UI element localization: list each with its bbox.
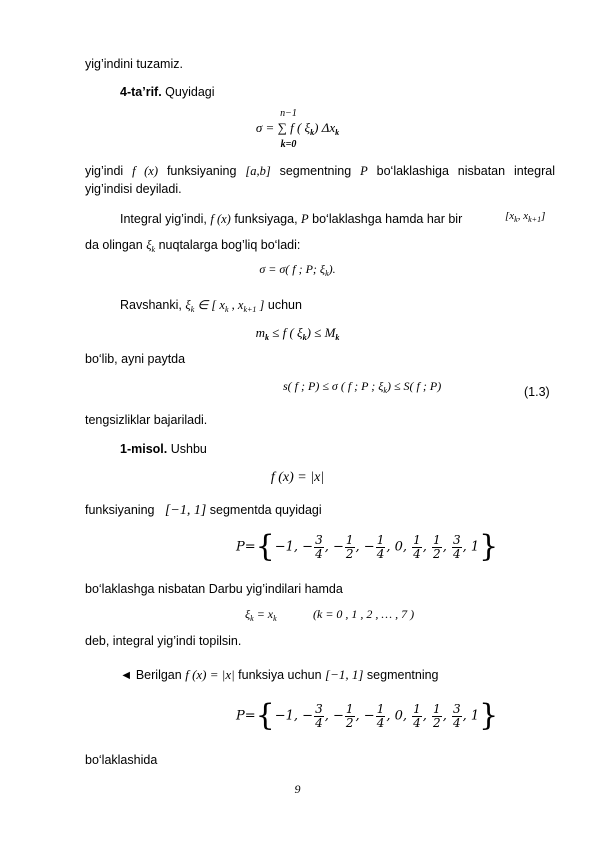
- function-definition: f (x) = |x|: [270, 470, 325, 485]
- definition-label: 4-ta’rif.: [120, 85, 162, 99]
- example-heading: [120, 441, 207, 457]
- paragraph-line: da olingan $\xi_k$ nuqtalarga bog’liq bo‘ladi:: [85, 238, 301, 254]
- fraction: $\frac{1}{2}$: [433, 532, 441, 561]
- partition-set: P={−1, − $\frac{3}{4}$ , − $\frac{1}{2}$ , − $\frac{1}{4}$ , 0, $\frac{1}{4}$ , $\frac{1}{2}$ , $\frac{3}{4}$ , 1}: [236, 698, 499, 733]
- fraction: $\frac{1}{4}$: [376, 701, 385, 730]
- fraction: $\frac{1}{2}$: [345, 701, 354, 730]
- paragraph-line: yig’indisi deyiladi.: [85, 182, 182, 196]
- sum-formula: σ = ∑ f ( $\xi_k$) $\Delta x_k$: [255, 120, 340, 137]
- definition-heading: [120, 84, 215, 100]
- paragraph-line: Integral yig’indi, f (x) funksiyaga, P bo‘laklashga hamda har bir: [120, 212, 463, 226]
- tag-point-choice: $\xi_k = x_k$: [245, 607, 277, 623]
- example-label: 1-misol.: [120, 442, 168, 456]
- darboux-inequality: s( f ; P) ≤ σ ( f ; P ; $\xi_k) \le S$( f ; P): [283, 379, 442, 395]
- fraction: $\frac{1}{4}$: [413, 701, 421, 730]
- fraction: $\frac{1}{2}$: [433, 701, 441, 730]
- sum-upper-limit: n−1: [280, 108, 297, 119]
- fraction: $\frac{1}{2}$: [345, 532, 354, 561]
- equation-number: (1.3): [524, 385, 550, 399]
- paragraph-line: Ravshanki, $\xi_k$ ∈ [ $x_k$ , $x_{k+1}$ ] uchun: [120, 298, 302, 314]
- paragraph-line: bo‘lib, ayni paytda: [85, 352, 186, 366]
- fraction: $\frac{3}{4}$: [452, 701, 461, 730]
- partition-set: P={−1, − $\frac{3}{4}$ , − $\frac{1}{2}$ , − $\frac{1}{4}$ , 0, $\frac{1}{4}$ , $\frac{1}{2}$ , $\frac{3}{4}$ , 1}: [236, 529, 499, 564]
- index-range: (k = 0 , 1 , 2 , … , 7 ): [313, 607, 415, 621]
- fraction: $\frac{3}{4}$: [315, 701, 323, 730]
- paragraph-line: tengsizliklar bajariladi.: [85, 413, 208, 427]
- page-number: 9: [294, 782, 301, 796]
- sigma-equation: σ = σ( f ; P; $\xi_k$).: [259, 262, 336, 278]
- definition-text: Quyidagi: [161, 85, 215, 99]
- fraction: $\frac{3}{4}$: [452, 532, 461, 561]
- segment-interval: [$x_k$, $x_{k+1}$]: [505, 210, 546, 224]
- fraction: $\frac{1}{4}$: [413, 532, 421, 561]
- fraction: $\frac{1}{4}$: [376, 532, 385, 561]
- paragraph-line: yig’indi f (x) funksiyaning [a,b] segmentning P bo‘laklashiga nisbatan integral: [85, 164, 555, 178]
- paragraph-line: bo‘laklashga nisbatan Darbu yig’indilari hamda: [85, 582, 343, 596]
- text-line: [85, 56, 183, 72]
- paragraph-line: funksiyaning [−1, 1] segmentda quyidagi: [85, 503, 322, 518]
- sum-lower-limit: k=0: [280, 139, 297, 150]
- paragraph-line: deb, integral yig’indi topilsin.: [85, 634, 242, 648]
- line-text: yig’indini tuzamiz.: [85, 57, 183, 71]
- example-text: Ushbu: [167, 442, 207, 456]
- bounds-inequality: $m_k \le f$ ( $\xi_k) \le M_k$: [255, 325, 340, 342]
- fraction: $\frac{3}{4}$: [315, 532, 323, 561]
- paragraph-line: ◄ Berilgan f (x) = |x| funksiya uchun [−1, 1] segmentning: [120, 667, 439, 682]
- paragraph-line: bo‘laklashida: [85, 753, 158, 767]
